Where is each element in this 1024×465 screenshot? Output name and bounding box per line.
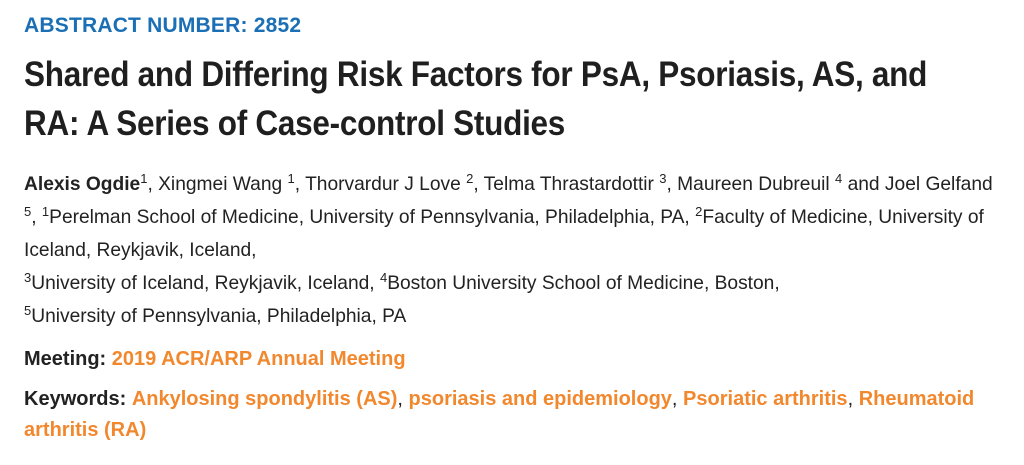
first-author: Alexis Ogdie <box>24 174 141 195</box>
affiliation: University of Pennsylvania, Philadelphia, PA <box>31 306 407 327</box>
affiliation-sup: 5 <box>24 303 32 318</box>
author-list <box>24 168 1000 333</box>
affiliation: Faculty of Medicine, University of Iceland, Reykjavik, Iceland, <box>24 207 984 261</box>
abstract-title <box>24 50 1001 148</box>
affiliation-sup: 1 <box>41 204 50 219</box>
keywords-line <box>24 384 1000 446</box>
title-line-1: Shared and Differing Risk Factors for PsA, Psoriasis, AS, and <box>24 55 928 94</box>
keyword-separator: , <box>671 388 684 410</box>
meeting-link[interactable]: 2019 ACR/ARP Annual Meeting <box>111 348 406 370</box>
keyword-link[interactable]: psoriasis and epidemiology <box>408 388 672 410</box>
affiliation-sup: 4 <box>379 270 388 285</box>
author-sup: 4 <box>835 171 843 186</box>
author-separator: , <box>31 207 42 228</box>
author-sup: 2 <box>466 171 474 186</box>
affiliation-sup: 3 <box>24 270 32 285</box>
author-name: , Thorvardur J Love <box>294 174 467 195</box>
author-sup: 5 <box>24 204 32 219</box>
author-name: , Maureen Dubreuil <box>666 174 836 195</box>
keyword-link[interactable]: Ankylosing spondylitis (AS) <box>131 388 398 410</box>
keyword-link[interactable]: Psoriatic arthritis <box>683 388 848 410</box>
affiliation: Perelman School of Medicine, University of Pennsylvania, Philadelphia, PA, <box>49 207 696 228</box>
title-line-2: RA: A Series of Case-control Studies <box>24 104 566 143</box>
keyword-separator: , <box>397 388 409 410</box>
affiliation: University of Iceland, Reykjavik, Iceland, <box>31 273 380 294</box>
keyword-separator: , <box>847 388 859 410</box>
author-sup: 1 <box>140 171 148 186</box>
affiliation-sup: 2 <box>695 204 703 219</box>
abstract-number: ABSTRACT NUMBER: 2852 <box>24 14 302 37</box>
author-name: , Telma Thrastardottir <box>473 174 660 195</box>
keyword-link[interactable]: Rheumatoid arthritis (RA) <box>24 388 975 441</box>
author-name: and Joel Gelfand <box>842 174 993 195</box>
affiliation: Boston University School of Medicine, Boston, <box>387 273 780 294</box>
meeting-line <box>24 344 1000 375</box>
keywords-label: Keywords: <box>24 388 127 410</box>
author-sup: 3 <box>659 171 667 186</box>
author-sup: 1 <box>287 171 295 186</box>
author-name: , Xingmei Wang <box>147 174 288 195</box>
meeting-label: Meeting: <box>24 348 107 370</box>
